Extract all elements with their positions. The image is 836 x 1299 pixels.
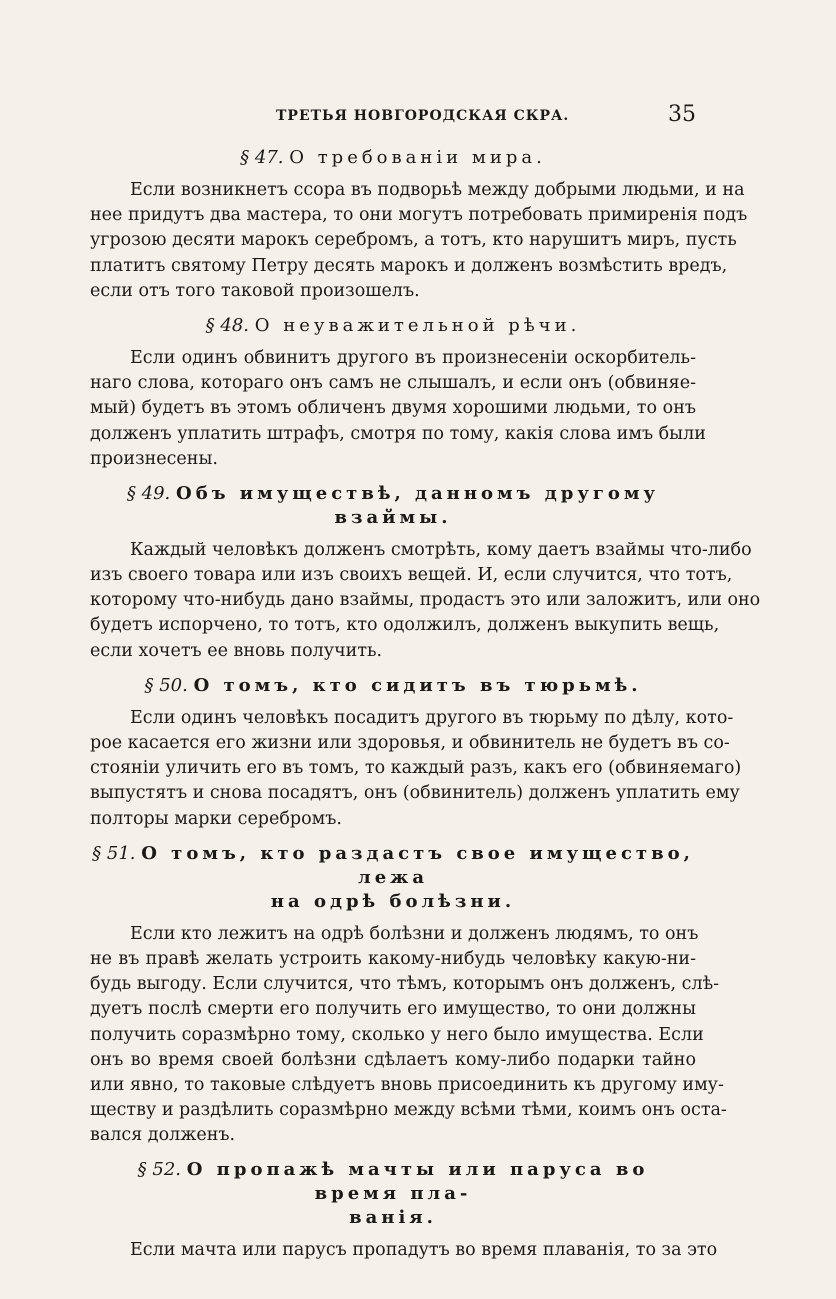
paragraph [90, 706, 742, 832]
section-heading: О требованіи мира. [289, 147, 546, 168]
text-line: Если одинъ человѣкъ посадитъ другого въ тюрьму по дѣлу, кото- [130, 707, 734, 728]
text-line: изъ своего товара или изъ своихъ вещей. И, если случится, что тотъ, [90, 565, 733, 586]
section-50 [90, 674, 742, 832]
section-heading: О томъ, кто раздастъ свое имущество, лежа [141, 842, 694, 888]
section-heading-cont: на одрѣ болѣзни. [270, 890, 516, 912]
text-line: Если одинъ обвинитъ другого въ произнесеніи оскорбитель- [130, 347, 696, 368]
text-line: если хочетъ ее вновь получить. [90, 640, 383, 661]
text-line: нее придутъ два мастера, то они могутъ потребовать примиренія подъ [90, 205, 748, 226]
paragraph [90, 346, 706, 472]
text-line: дуетъ послѣ смерти его получить его имущество, то они должны [90, 999, 696, 1020]
text-line: онъ во время своей болѣзни сдѣлаетъ кому-либо подарки тайно [90, 1049, 696, 1070]
page-number: 35 [668, 102, 696, 127]
page-body [90, 146, 761, 1274]
text-line: или явно, то таковые слѣдуетъ вновь присоединить къ другому иму- [90, 1074, 724, 1095]
section-number: § 50. [144, 674, 188, 696]
section-title [90, 842, 696, 914]
section-47 [90, 146, 748, 304]
text-line: произнесены. [90, 448, 218, 469]
text-line: ществу и раздѣлить соразмѣрно между всѣми тѣми, коимъ онъ оста- [90, 1100, 727, 1121]
text-line: будь выгоду. Если случится, что тѣмъ, которымъ онъ долженъ, слѣ- [90, 974, 720, 995]
section-title [90, 314, 696, 338]
section-heading: О томъ, кто сидитъ въ тюрьмѣ. [193, 674, 642, 696]
text-line: долженъ уплатить штрафъ, смотря по тому, какія слова имъ были [90, 423, 706, 444]
section-title [90, 674, 696, 698]
text-line: будетъ испорчено, то тотъ, кто одолжилъ, долженъ выкупить вещь, [90, 615, 720, 636]
text-line: если отъ того таковой произошелъ. [90, 280, 420, 301]
section-title [90, 482, 696, 530]
text-line: Если возникнетъ ссора въ подворьѣ между добрыми людьми, и на [130, 180, 745, 200]
text-line: рое касается его жизни или здоровья, и обвинитель не будетъ въ со- [90, 733, 730, 753]
section-number: § 52. [137, 1159, 181, 1181]
section-49 [90, 482, 761, 664]
section-number: § 47. [240, 147, 284, 168]
section-heading: О пропажѣ мачты или паруса во время пла- [186, 1159, 649, 1205]
text-line: выпустятъ и снова посадятъ, онъ (обвинитель) долженъ уплатить ему [90, 783, 740, 804]
section-number: § 48. [205, 314, 250, 336]
section-number: § 49. [126, 482, 171, 504]
paragraph [90, 538, 761, 664]
section-number: § 51. [92, 842, 136, 864]
section-heading-cont: ванія. [349, 1207, 437, 1229]
section-heading: О неуважительной рѣчи. [254, 314, 581, 336]
text-line: полторы марки серебромъ. [90, 808, 342, 829]
text-line: платитъ святому Петру десять марокъ и долженъ возмѣстить вредъ, [90, 255, 728, 276]
section-title [90, 146, 696, 170]
text-line: не въ правѣ желать устроить какому-нибудь человѣку какую-ни- [90, 948, 696, 969]
text-line: получить соразмѣрно тому, сколько у него было имущества. Если [90, 1024, 704, 1045]
section-51 [90, 842, 727, 1149]
section-52 [90, 1158, 718, 1263]
text-line: которому что-нибудь дано взаймы, продастъ это или заложитъ, или оно [90, 590, 761, 611]
text-line: угрозою десяти марокъ серебромъ, а тотъ, кто нарушитъ миръ, пусть [90, 230, 737, 251]
text-line: Если кто лежитъ на одрѣ болѣзни и долженъ людямъ, то онъ [130, 923, 699, 944]
text-line: наго слова, котораго онъ самъ не слышалъ, и если онъ (обвиняе- [90, 373, 696, 394]
text-line: Каждый человѣкъ долженъ смотрѣть, кому даетъ взаймы что-либо [130, 539, 752, 560]
paragraph [90, 1238, 718, 1263]
section-heading: Объ имуществѣ, данномъ другому взаймы. [176, 482, 660, 528]
running-head: ТРЕТЬЯ НОВГОРОДСКАЯ СКРА. [276, 108, 570, 124]
paragraph [90, 178, 748, 304]
text-line: стояніи уличить его въ томъ, то каждый разъ, какъ его (обвиняемаго) [90, 758, 742, 779]
text-line: Если мачта или парусъ пропадутъ во время плаванія, то за это [130, 1240, 718, 1261]
section-48 [90, 314, 706, 472]
text-line: мый) будетъ въ этомъ обличенъ двумя хорошими людьми, то онъ [90, 398, 696, 419]
section-title [90, 1158, 696, 1230]
paragraph [90, 922, 727, 1149]
text-line: вался долженъ. [90, 1125, 236, 1146]
page-header [90, 102, 696, 132]
